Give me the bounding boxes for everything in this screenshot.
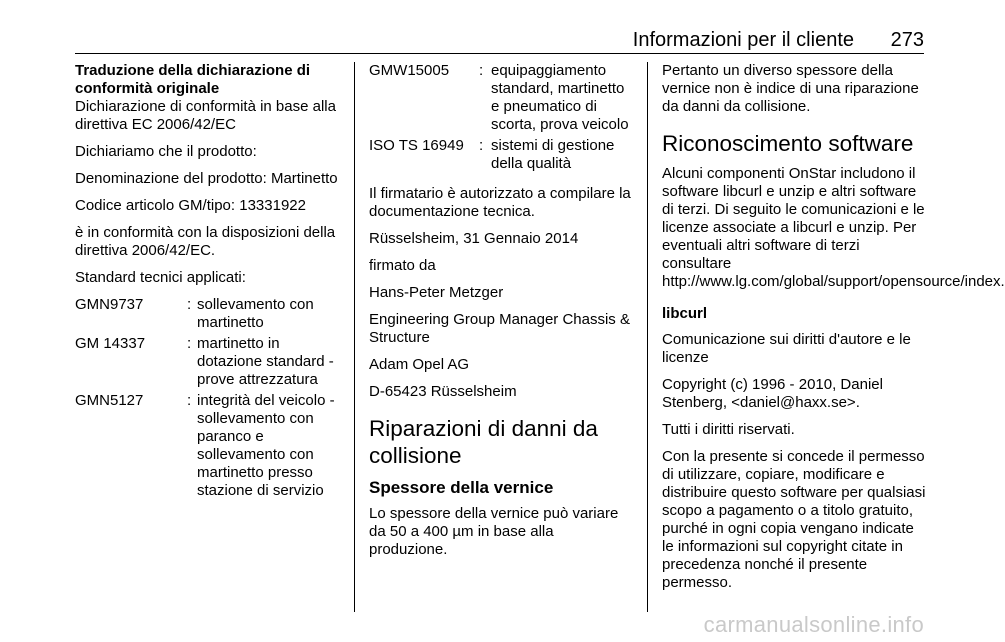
section-heading-collision: Riparazioni di danni da collisione (369, 416, 598, 468)
subsection-heading-libcurl: libcurl (662, 305, 708, 322)
watermark: carmanualsonline.info (703, 612, 924, 637)
paragraph: Hans-Peter Metzger (369, 284, 504, 301)
paragraph: Alcuni componenti OnStar includono il software libcurl e unzip e altri software di terzi. Di seguito le comunicazioni e le licenze associate a libcurl e unzip. Per eventuali altri software di terzi consultare http://www.lg.com/global/support/opensource/index. (662, 165, 1005, 290)
paragraph: Copyright (c) 1996 - 2010, Daniel Stenberg, <daniel@haxx.se>. (662, 376, 883, 411)
column-divider-1 (354, 62, 355, 612)
standard-row (75, 335, 347, 389)
paragraph: firmato da (369, 257, 436, 274)
paragraph: Denominazione del prodotto: Martinetto (75, 170, 338, 187)
paragraph: Pertanto un diverso spessore della vernice non è indice di una riparazione da danni da collisione. (662, 62, 919, 115)
page-number: 273 (890, 29, 924, 51)
column-2 (369, 62, 635, 568)
paragraph: è in conformità con la disposizioni della direttiva 2006/42/EC. (75, 224, 336, 259)
standard-row (369, 62, 635, 134)
paragraph: Con la presente si concede il permesso di utilizzare, copiare, modificare e distribuire questo software per qualsiasi scopo a pagamento o a titolo gratuito, purché in ogni copia vengano indicate le informazioni sul copyright citate in precedenza nonché il presente permesso. (662, 448, 926, 591)
standard-code: ISO TS 16949 (369, 137, 464, 154)
standard-code: GM 14337 (75, 335, 146, 352)
paragraph: Rüsselsheim, 31 Gennaio 2014 (369, 230, 579, 247)
section-heading-software: Riconoscimento software (662, 131, 914, 156)
paragraph: Tutti i diritti riservati. (662, 421, 795, 438)
standard-description: sollevamento con martinetto (197, 296, 314, 331)
paragraph: Dichiarazione di conformità in base alla direttiva EC 2006/42/EC (75, 98, 336, 133)
standard-row (75, 296, 347, 332)
paragraph: Dichiariamo che il prodotto: (75, 143, 257, 160)
subsection-heading-paint: Spessore della vernice (369, 478, 554, 497)
standard-code: GMN5127 (75, 392, 144, 409)
standard-colon: : (187, 296, 192, 313)
paragraph: Adam Opel AG (369, 356, 470, 373)
page-header (75, 28, 924, 52)
standard-description: integrità del veicolo - sollevamento con paranco e sollevamento con martinetto presso stazione di servizio (197, 392, 335, 499)
standard-code: GMN9737 (75, 296, 144, 313)
standard-description: martinetto in dotazione standard - prove attrezzatura (197, 335, 334, 388)
paragraph: Codice articolo GM/tipo: 13331922 (75, 197, 306, 214)
paragraph: Il firmatario è autorizzato a compilare la documentazione tecnica. (369, 185, 631, 220)
section-heading-declaration: Traduzione della dichiarazione di conformità originale (75, 62, 311, 97)
paragraph: Comunicazione sui diritti d'autore e le licenze (662, 331, 911, 366)
standard-description: equipaggiamento standard, martinetto e pneumatico di scorta, prova veicolo (491, 62, 629, 133)
page-title: Informazioni per il cliente (632, 29, 854, 51)
standard-colon: : (479, 137, 484, 154)
paragraph: D-65423 Rüsselsheim (369, 383, 517, 400)
standard-description: sistemi di gestione della qualità (491, 137, 615, 172)
standard-row (369, 137, 635, 173)
header-divider (75, 53, 924, 54)
paragraph: Lo spessore della vernice può variare da 50 a 400 µm in base alla produzione. (369, 505, 619, 558)
standard-row (75, 392, 347, 500)
standards-list-continued (369, 62, 635, 173)
standard-colon: : (187, 392, 192, 409)
standard-colon: : (187, 335, 192, 352)
column-1 (75, 62, 347, 503)
standards-list (75, 296, 347, 500)
column-3 (662, 62, 1005, 601)
paragraph: Standard tecnici applicati: (75, 269, 246, 286)
standard-colon: : (479, 62, 484, 79)
column-divider-2 (647, 62, 648, 612)
standard-code: GMW15005 (369, 62, 450, 79)
paragraph: Engineering Group Manager Chassis & Structure (369, 311, 630, 346)
